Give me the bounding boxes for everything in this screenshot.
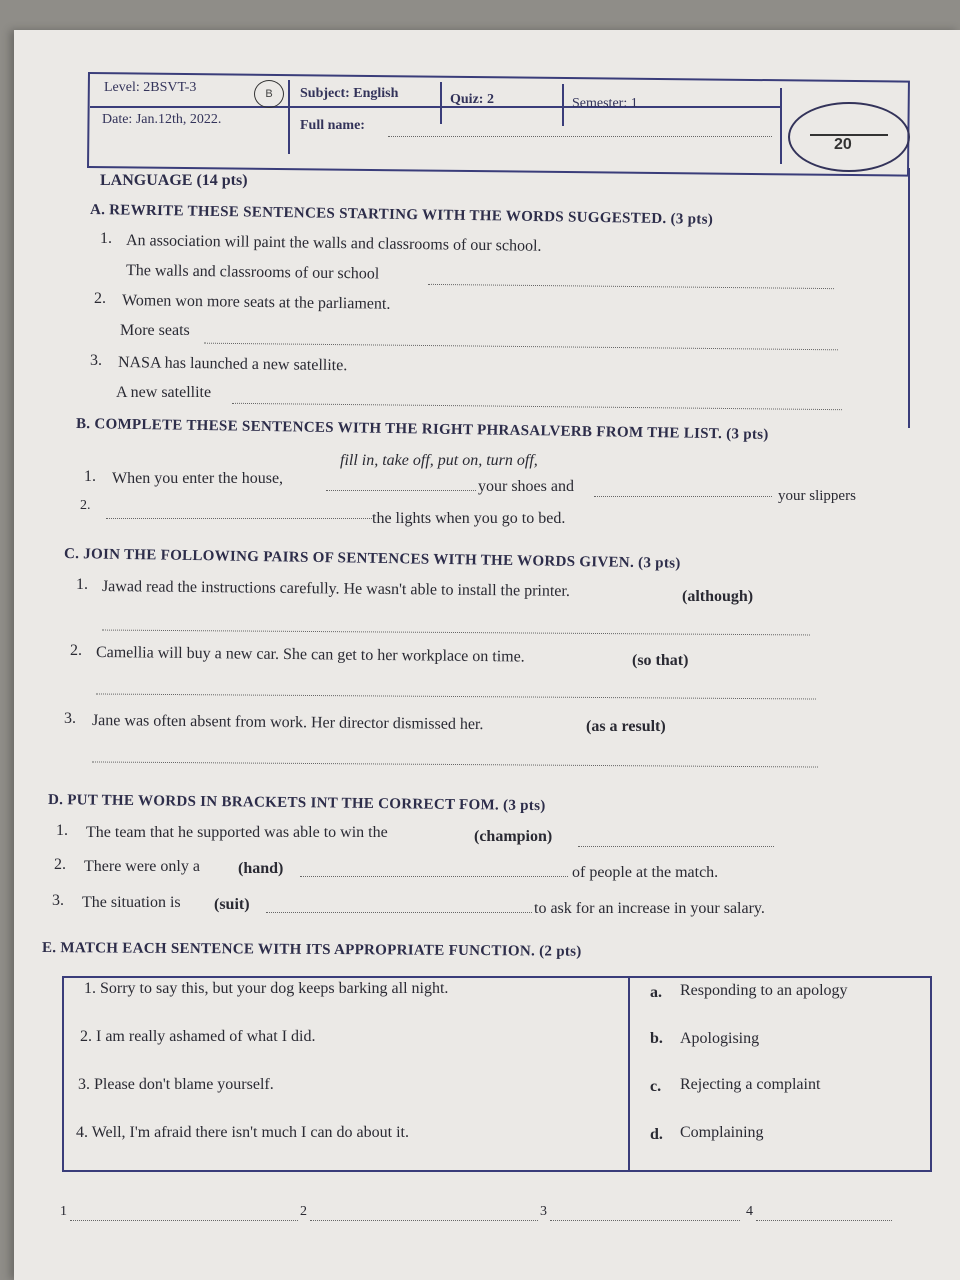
a1-answer-line[interactable] — [428, 284, 834, 289]
version-badge: B — [254, 80, 284, 108]
section-c-title: C. JOIN THE FOLLOWING PAIRS OF SENTENCES WITH THE WORDS GIVEN. (3 pts) — [63, 546, 681, 572]
b1-text-b: your shoes and — [478, 478, 574, 495]
function-c-text: Rejecting a complaint — [680, 1076, 821, 1093]
section-b-title: B. COMPLETE THESE SENTENCES WITH THE RIGHT PHRASALVERB FROM THE LIST. (3 pts) — [75, 416, 769, 443]
d2-number: 2. — [54, 856, 66, 873]
c2-text: Camellia will buy a new car. She can get to her workplace on time. — [95, 644, 525, 666]
section-e-title: E. MATCH EACH SENTENCE WITH ITS APPROPRIATE FUNCTION. (2 pts) — [41, 940, 582, 960]
section-d-title: D. PUT THE WORDS IN BRACKETS INT THE CORRECT FOM. (3 pts) — [47, 792, 546, 815]
b1-text-a: When you enter the house, — [112, 470, 284, 487]
header-divider — [288, 80, 290, 154]
answer-3-label: 3 — [540, 1204, 547, 1219]
c1-text: Jawad read the instructions carefully. He wasn't able to install the printer. — [101, 578, 570, 600]
d3-post: to ask for an increase in your salary. — [534, 900, 765, 917]
full-name-label: Full name: — [300, 118, 365, 133]
answer-2-label: 2 — [300, 1204, 307, 1219]
function-b-text: Apologising — [680, 1030, 760, 1047]
a1-text: An association will paint the walls and classrooms of our school. — [125, 232, 542, 255]
a3-start: A new satellite — [116, 384, 212, 401]
header-divider — [440, 82, 442, 124]
b1-blank-1[interactable] — [326, 490, 476, 491]
b2-text: the lights when you go to bed. — [372, 510, 566, 527]
score-value: 20 — [834, 136, 852, 153]
d1-blank[interactable] — [578, 846, 774, 847]
subject-label: Subject: English — [300, 86, 399, 101]
function-a-text: Responding to an apology — [680, 982, 848, 999]
function-d-letter: d. — [650, 1126, 663, 1143]
b2-number: 2. — [80, 498, 91, 513]
match-sentence-4: 4. Well, I'm afraid there isn't much I can do about it. — [76, 1124, 409, 1141]
match-sentence-3: 3. Please don't blame yourself. — [78, 1076, 274, 1093]
a1-start: The walls and classrooms of our school — [125, 262, 380, 283]
b1-number: 1. — [84, 468, 96, 485]
c2-number: 2. — [70, 642, 82, 659]
c1-number: 1. — [76, 576, 88, 593]
a2-number: 2. — [94, 290, 106, 307]
c1-word: (although) — [682, 588, 754, 605]
a3-number: 3. — [90, 352, 102, 369]
d2-word: (hand) — [238, 860, 284, 877]
header-divider — [90, 106, 780, 108]
b1-text-c: your slippers — [778, 488, 856, 504]
c3-word: (as a result) — [586, 718, 666, 735]
answer-1-label: 1 — [60, 1204, 67, 1219]
d2-post: of people at the match. — [572, 864, 719, 881]
a3-text: NASA has launched a new satellite. — [117, 354, 348, 375]
language-title: LANGUAGE (14 pts) — [100, 172, 248, 189]
d2-blank[interactable] — [300, 876, 568, 877]
answer-4-label: 4 — [746, 1204, 753, 1219]
c3-answer-line[interactable] — [92, 761, 818, 767]
answer-2-blank[interactable] — [310, 1220, 538, 1221]
matching-table-divider — [628, 976, 630, 1172]
c2-word: (so that) — [632, 652, 689, 669]
b1-blank-2[interactable] — [594, 496, 772, 497]
c2-answer-line[interactable] — [96, 693, 816, 699]
match-sentence-1: 1. Sorry to say this, but your dog keeps barking all night. — [84, 980, 449, 997]
answer-1-blank[interactable] — [70, 1220, 298, 1221]
answer-3-blank[interactable] — [550, 1220, 740, 1221]
d3-word: (suit) — [214, 896, 250, 913]
c3-text: Jane was often absent from work. Her director dismissed her. — [91, 712, 484, 734]
full-name-field[interactable] — [388, 136, 772, 137]
d1-text: The team that he supported was able to win the — [86, 824, 388, 841]
c1-answer-line[interactable] — [102, 630, 810, 636]
match-sentence-2: 2. I am really ashamed of what I did. — [80, 1028, 316, 1045]
answer-4-blank[interactable] — [756, 1220, 892, 1221]
d3-text: The situation is — [82, 894, 181, 911]
a3-answer-line[interactable] — [232, 403, 842, 410]
semester-label: Semester: 1 — [572, 96, 638, 111]
a2-answer-line[interactable] — [204, 343, 838, 351]
header-divider — [780, 88, 782, 164]
header-divider — [562, 84, 564, 126]
section-a-title: A. REWRITE THESE SENTENCES STARTING WITH THE WORDS SUGGESTED. (3 pts) — [89, 202, 714, 228]
function-c-letter: c. — [650, 1078, 662, 1095]
b2-blank[interactable] — [106, 518, 372, 519]
function-a-letter: a. — [650, 984, 662, 1001]
phrasal-verb-list: fill in, take off, put on, turn off, — [340, 452, 538, 469]
function-d-text: Complaining — [680, 1124, 764, 1141]
d1-word: (champion) — [474, 828, 553, 845]
quiz-label: Quiz: 2 — [450, 92, 494, 107]
a1-number: 1. — [100, 230, 112, 247]
a2-text: Women won more seats at the parliament. — [121, 292, 391, 313]
a2-start: More seats — [120, 322, 190, 339]
c3-number: 3. — [64, 710, 76, 727]
function-b-letter: b. — [650, 1030, 663, 1047]
level-label: Level: 2BSVT-3 — [104, 80, 197, 95]
frame-right — [908, 168, 910, 428]
matching-table — [62, 976, 932, 1172]
d1-number: 1. — [56, 822, 68, 839]
date-label: Date: Jan.12th, 2022. — [102, 112, 222, 127]
d2-text: There were only a — [84, 858, 200, 875]
d3-blank[interactable] — [266, 912, 532, 913]
d3-number: 3. — [52, 892, 64, 909]
